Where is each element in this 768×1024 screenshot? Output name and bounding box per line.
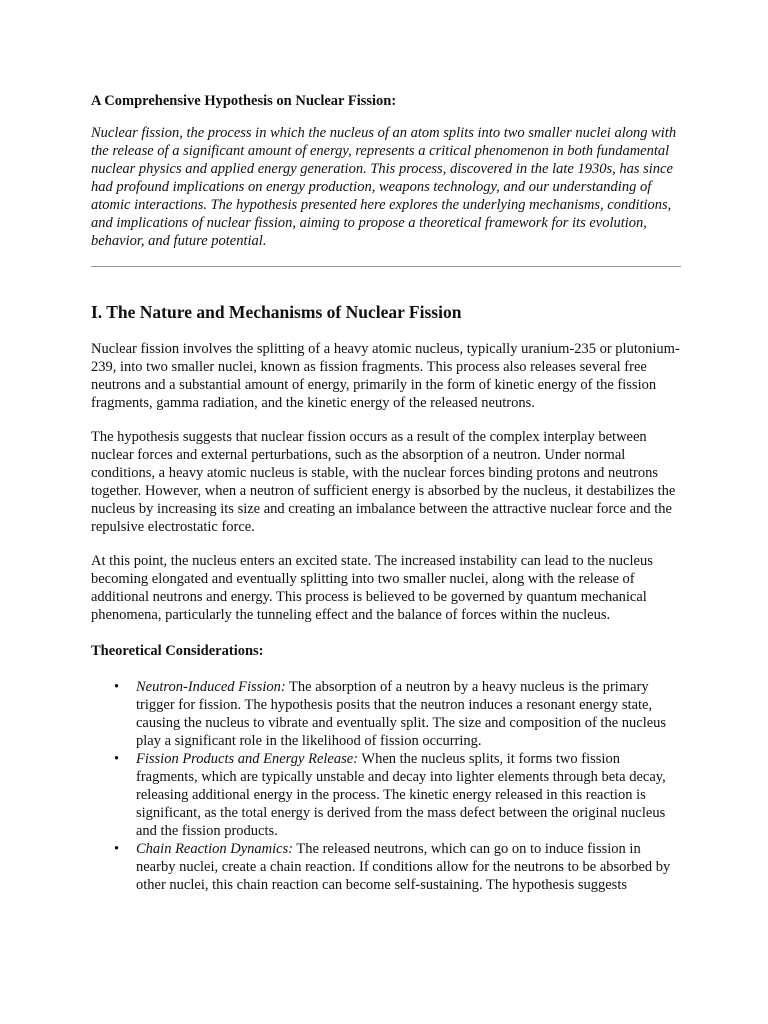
list-item-text: The absorption of a neutron by a heavy nucleus is the primary trigger for fission. The hypothesis posits that the neutron induces a resonant energy state, causing the nucleus to vibrate and eventually split. The size and composition of the nucleus play a significant role in the likelihood of fission occurring. xyxy=(136,679,667,749)
bullet-icon: • xyxy=(114,841,120,857)
body-paragraph: The hypothesis suggests that nuclear fission occurs as a result of the complex interplay between nuclear forces and external perturbations, such as the absorption of a neutron. Under normal conditions, a heavy atomic nucleus is stable, with the nuclear forces binding protons and neutrons together. However, when a neutron of sufficient energy is absorbed by the nucleus, it destabilizes the nucleus by increasing its size and creating an imbalance between the attractive nuclear force and the repulsive electrostatic force. xyxy=(91,429,676,535)
subheading-theoretical-considerations: Theoretical Considerations: xyxy=(91,643,264,659)
body-paragraph: Nuclear fission involves the splitting of a heavy atomic nucleus, typically uranium-235 or plutonium-239, into two smaller nuclei, known as fission fragments. This process also releases several free neutrons and a substantial amount of energy, primarily in the form of kinetic energy of the fission fragments, gamma radiation, and the kinetic energy of the released neutrons. xyxy=(91,341,680,411)
list-item xyxy=(91,840,681,894)
intro-paragraph: Nuclear fission, the process in which the nucleus of an atom splits into two smaller nuclei along with the release of a significant amount of energy, represents a critical phenomenon in both fundamental nuclear physics and applied energy generation. This process, discovered in the late 1930s, has since had profound implications on energy production, weapons technology, and our understanding of atomic interactions. The hypothesis presented here explores the underlying mechanisms, conditions, and implications of nuclear fission, aiming to propose a theoretical framework for its evolution, behavior, and future potential. xyxy=(91,125,677,249)
list-item-term: Fission Products and Energy Release: xyxy=(136,751,359,767)
list-item-term: Chain Reaction Dynamics: xyxy=(136,841,294,857)
list-item-text: The released neutrons, which can go on to induce fission in nearby nuclei, create a chain reaction. If conditions allow for the neutrons to be absorbed by other nuclei, this chain reaction can become self-sustaining. The hypothesis suggests xyxy=(136,841,671,893)
body-paragraph: At this point, the nucleus enters an excited state. The increased instability can lead to the nucleus becoming elongated and eventually splitting into two smaller nuclei, along with the release of additional neutrons and energy. This process is believed to be governed by quantum mechanical phenomena, particularly the tunneling effect and the balance of forces within the nucleus. xyxy=(91,553,653,623)
bullet-icon: • xyxy=(114,751,120,767)
section-heading: I. The Nature and Mechanisms of Nuclear Fission xyxy=(91,302,462,322)
list-item-text: When the nucleus splits, it forms two fission fragments, which are typically unstable and decay into lighter elements through beta decay, releasing additional energy in the process. The kinetic energy released in this reaction is significant, as the total energy is derived from the mass defect between the original nucleus and the fission products. xyxy=(136,751,666,839)
bullet-icon: • xyxy=(114,679,120,695)
bullet-list xyxy=(91,678,681,894)
list-item-term: Neutron-Induced Fission: xyxy=(136,679,286,695)
list-item xyxy=(91,678,681,750)
document-page xyxy=(91,92,681,894)
horizontal-divider xyxy=(91,266,681,267)
list-item xyxy=(91,750,681,840)
document-title: A Comprehensive Hypothesis on Nuclear Fission: xyxy=(91,93,397,109)
